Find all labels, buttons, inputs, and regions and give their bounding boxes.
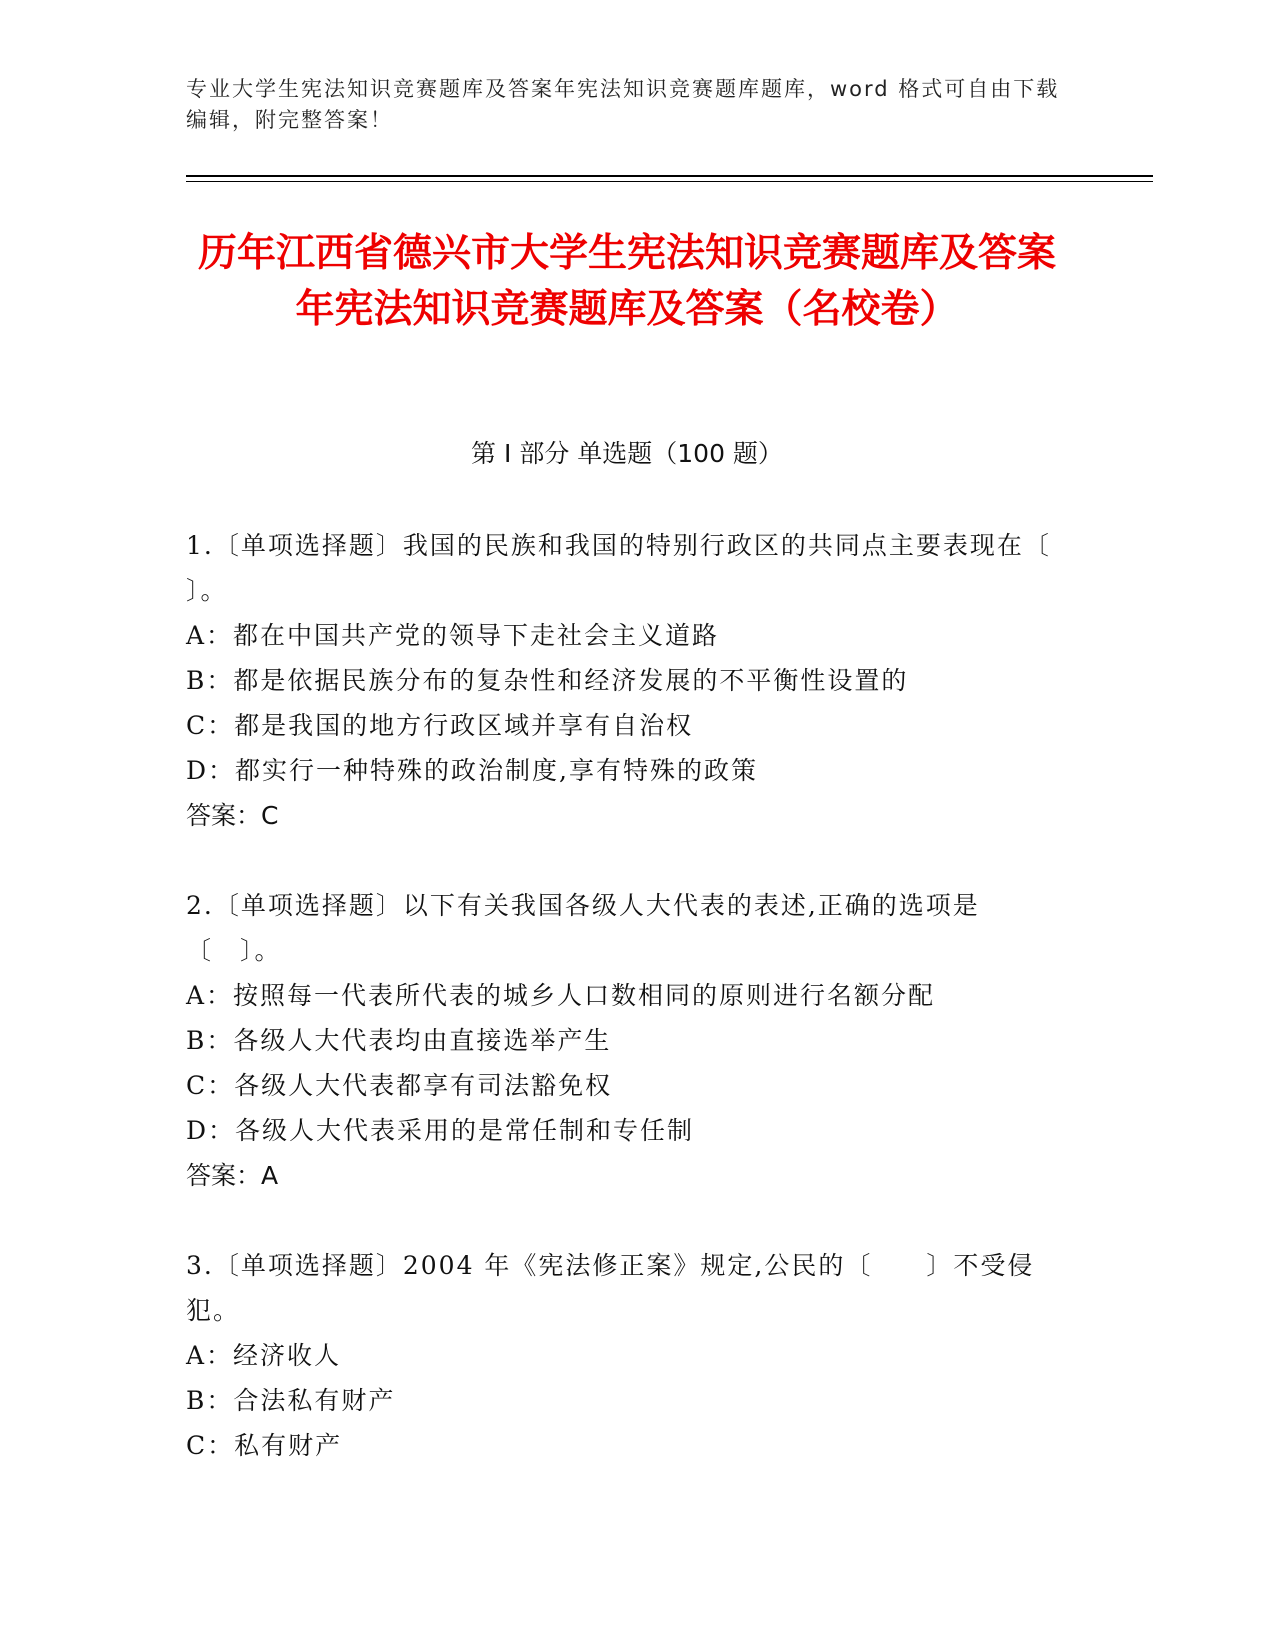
header-rule-thick <box>186 175 1153 177</box>
document-title: 历年江西省德兴市大学生宪法知识竞赛题库及答案年宪法知识竞赛题库及答案（名校卷） <box>197 231 1056 332</box>
option-c: C：都是我国的地方行政区域并享有自治权 <box>186 711 694 740</box>
option-d: D：各级人大代表采用的是常任制和专任制 <box>186 1116 695 1145</box>
option-c: C：私有财产 <box>186 1431 343 1460</box>
option-b: B：各级人大代表均由直接选举产生 <box>186 1026 612 1055</box>
option-d: D：都实行一种特殊的政治制度,享有特殊的政策 <box>186 756 758 785</box>
header-note: 专业大学生宪法知识竞赛题库及答案年宪法知识竞赛题库题库，word 格式可自由下载编辑，附完整答案！ <box>186 77 1060 132</box>
answer: 答案：A <box>186 1161 279 1190</box>
question-stem: 1.〔单项选择题〕我国的民族和我国的特别行政区的共同点主要表现在〔 〕。 <box>186 531 1105 605</box>
question-list <box>186 523 1105 1512</box>
question-1 <box>186 523 1105 839</box>
section-heading: 第 I 部分 单选题（100 题） <box>471 439 783 468</box>
question-2 <box>186 883 1066 1199</box>
option-a: A：按照每一代表所代表的城乡人口数相同的原则进行名额分配 <box>186 981 936 1010</box>
question-stem: 3.〔单项选择题〕2004 年《宪法修正案》规定,公民的〔 〕不受侵犯。 <box>186 1251 1035 1325</box>
option-a: A：经济收人 <box>186 1341 342 1370</box>
option-a: A：都在中国共产党的领导下走社会主义道路 <box>186 621 720 650</box>
header-rule-thin <box>186 181 1153 182</box>
option-b: B：都是依据民族分布的复杂性和经济发展的不平衡性设置的 <box>186 666 909 695</box>
option-b: B：合法私有财产 <box>186 1386 396 1415</box>
answer: 答案：C <box>186 801 279 830</box>
option-c: C：各级人大代表都享有司法豁免权 <box>186 1071 613 1100</box>
question-stem: 2.〔单项选择题〕以下有关我国各级人大代表的表述,正确的选项是〔 〕。 <box>186 891 980 965</box>
question-3 <box>186 1243 1066 1468</box>
